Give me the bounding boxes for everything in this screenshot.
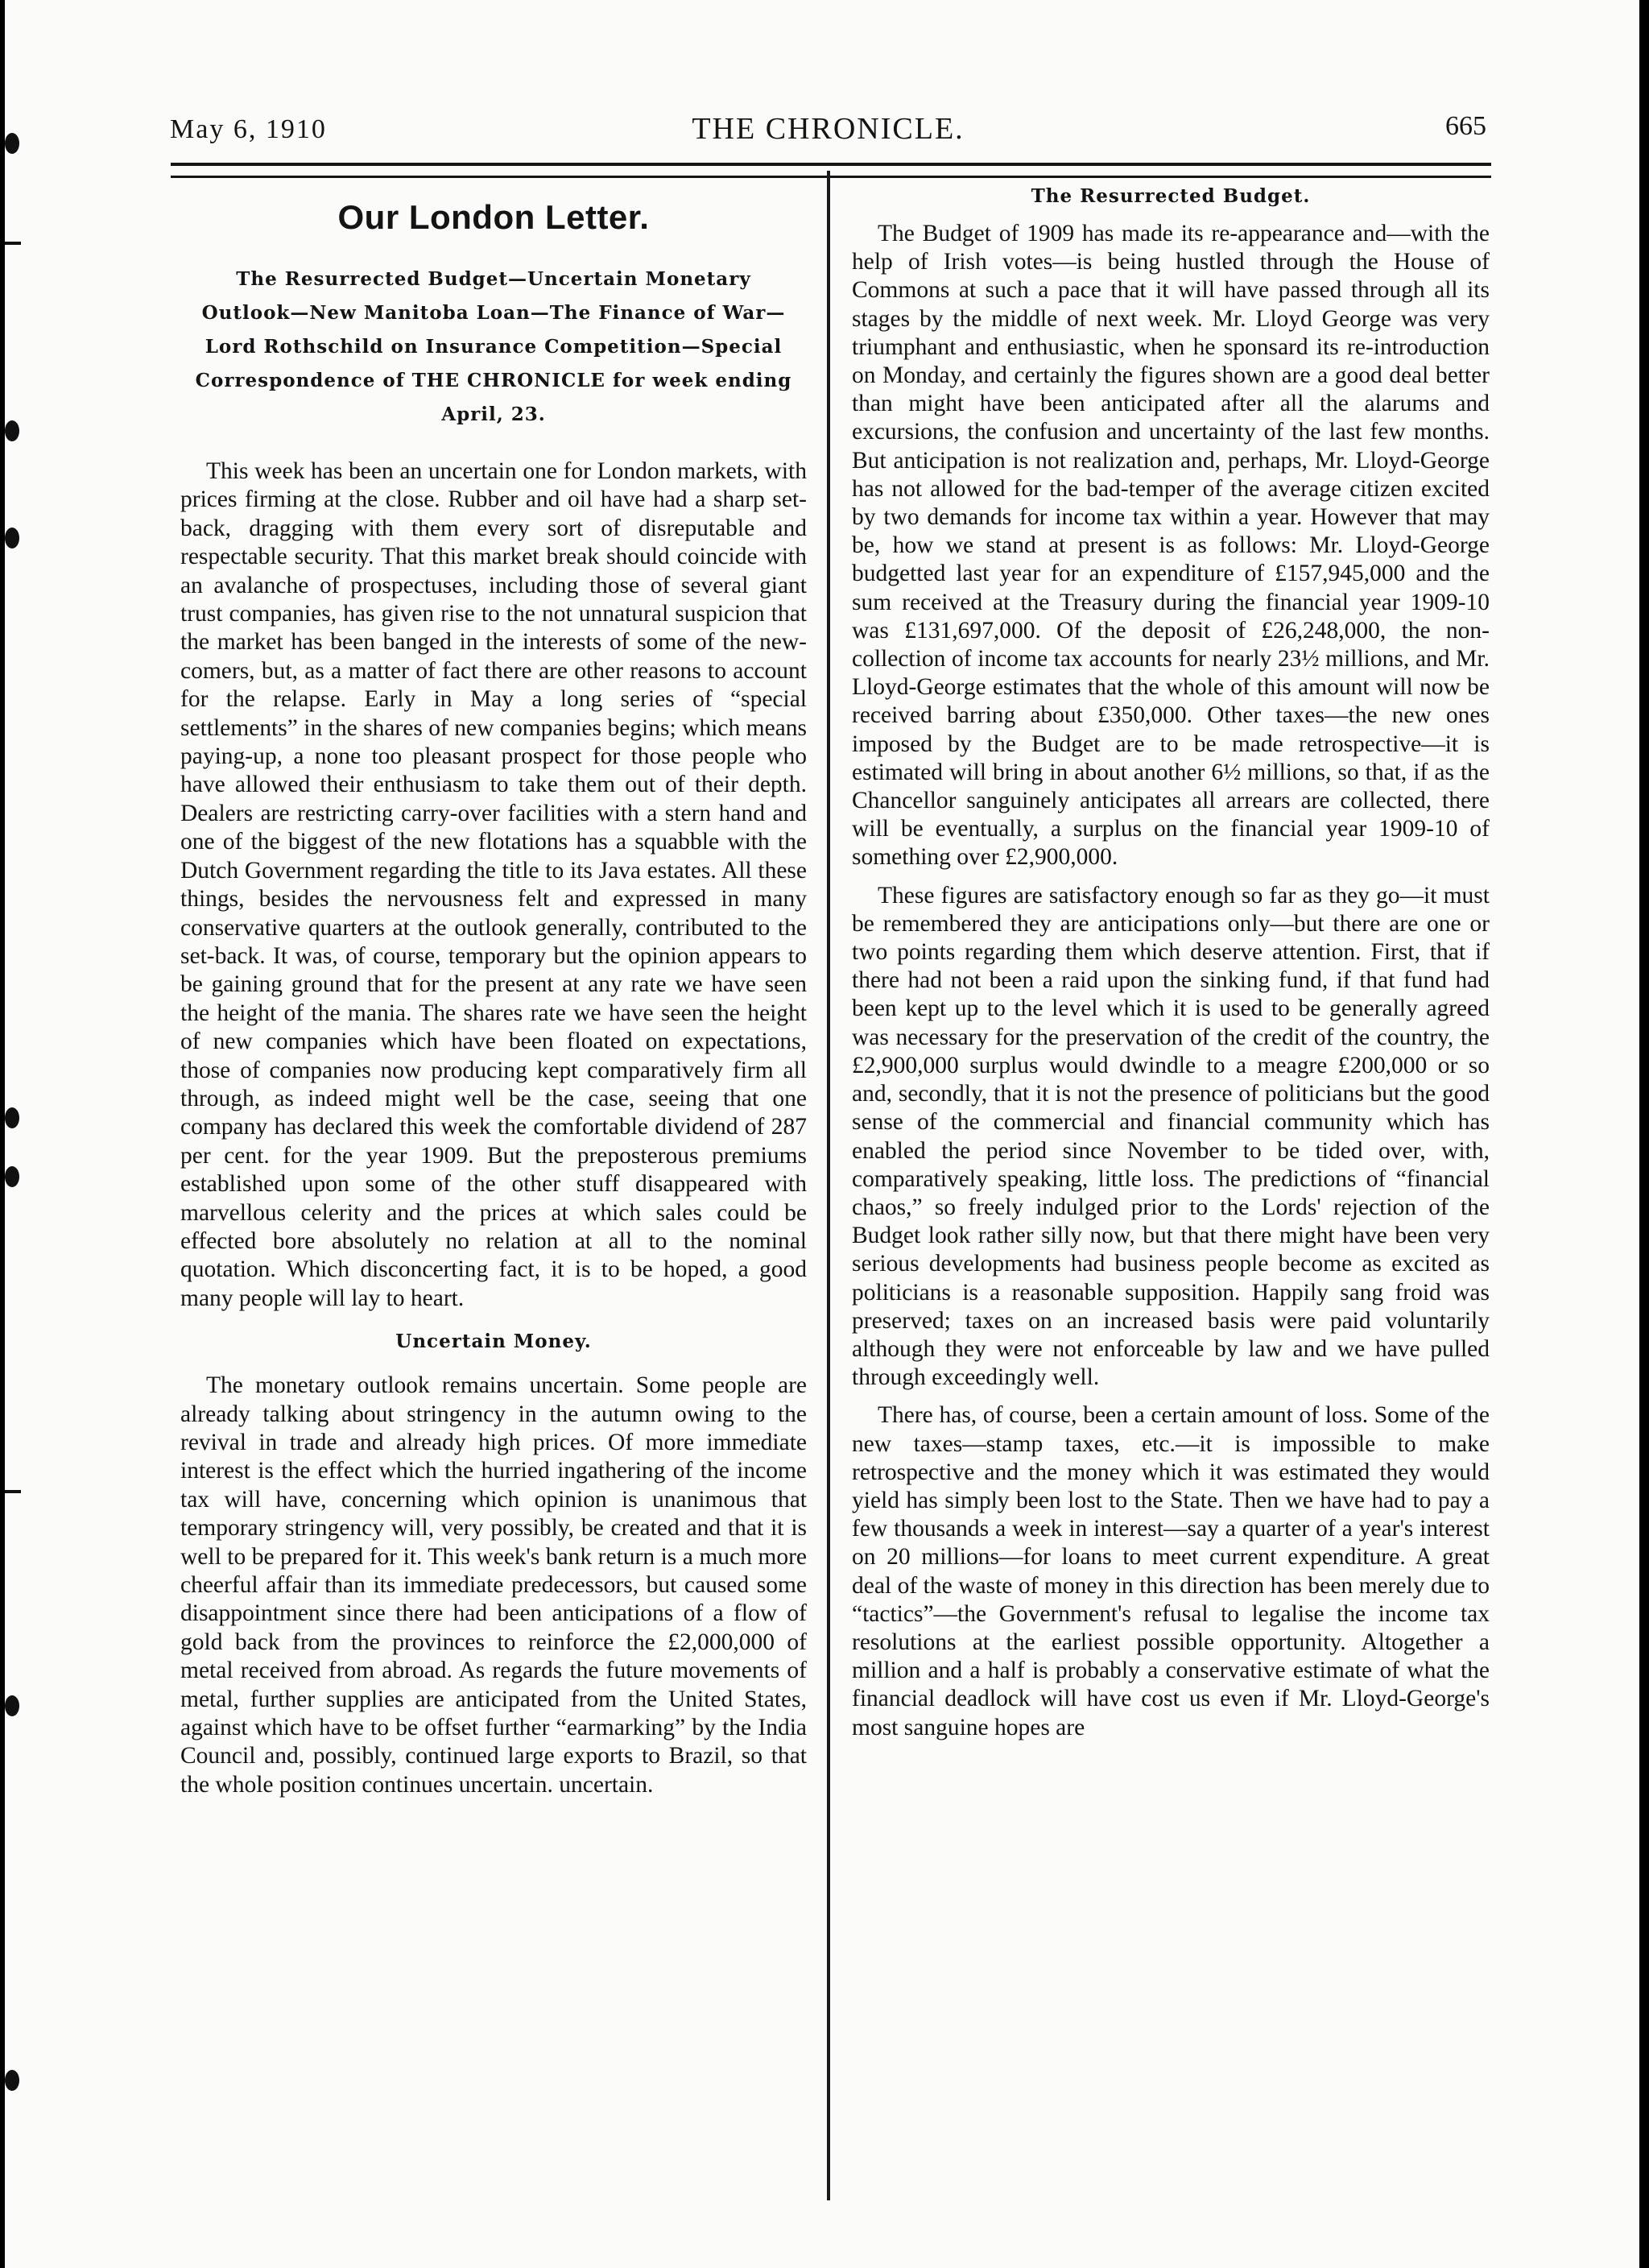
binding-hole [5, 2070, 19, 2091]
article-paragraph: This week has been an uncertain one for London markets, with prices firming at the close. Rubber and oil have had a sharp set-back, dragging with them every sort of disreputable and respectable security. That this market break should coincide with an avalanche of prospectuses, including those of several giant trust companies, has given rise to the not unnatural suspicion that the market has been banged in the interests of some of the new-comers, but, as a matter of fact there are other reasons to account for the relapse. Early in May a long series of “special settlements” in the shares of new companies begins; which means paying-up, a none too pleasant prospect for those people who have allowed their enthusiasm to take them out of their depth. Dealers are restricting carry-over facilities with a stern hand and one of the biggest of the new flotations has a squabble with the Dutch Government regarding the title to its Java estates. All these things, besides the nervousness felt and expressed in many conservative quarters at the outlook generally, contributed to the set-back. It was, of course, temporary but the opinion appears to be gaining ground that for the present at any rate we have seen the height of the mania. The shares rate we have seen the height of new companies which have been floated on expectations, those of companies now producing kept comparatively firm all through, as indeed might well be the case, seeing that one company has declared this week the comfortable dividend of 287 per cent. for the year 1909. But the preposterous premiums established upon some of the other stuff disappeared with marvellous celerity and the prices at which sales could be effected bore absolutely no relation at all to the nominal quotation. Which disconcerting fact, it is to be hoped, a good many people will lay to heart. [180, 458, 807, 1311]
binding-mark [5, 1490, 21, 1493]
section-paragraph: These figures are satisfactory enough so far as they go—it must be remembered they are anticipations only—but there are one or two points regarding them which deserve attention. First, that if there had not been a raid upon the sinking fund, if that fund had been kept up to the level which it is used to be generally agreed was necessary for the preservation of the credit of the country, the £2,900,000 surplus would dwindle to a meagre £200,000 or so and, secondly, that it is not the presence of politicians but the good sense of the commercial and financial community which has enabled the period since November to be tided over, with, comparatively speaking, little loss. The predictions of “financial chaos,” so freely indulged prior to the Lords' rejection of the Budget look rather silly now, but that there might have been very serious developments had business people become as excited as politicians is a reasonable supposition. Happily sang froid was preserved; taxes on an increased basis were paid voluntarily although they were not enforceable by law and we have pulled through exceedingly well. [852, 882, 1490, 1391]
article-subheading: The Resurrected Budget—Uncertain Monetary Outlook—New Manitoba Loan—The Finance of War—Lord Rothschild on Insurance Competition—Special Correspondence of THE CHRONICLE for week ending April, 23. [195, 268, 792, 425]
column-divider [827, 171, 830, 2200]
issue-date: May 6, 1910 [170, 114, 327, 144]
binding-hole [5, 1166, 19, 1187]
right-column [852, 182, 1490, 1752]
section-heading: Uncertain Money. [395, 1331, 592, 1353]
page-number: 665 [1445, 111, 1486, 141]
binding-hole [5, 528, 19, 548]
binding-hole [5, 133, 19, 154]
running-head [170, 106, 1486, 155]
section-paragraph: There has, of course, been a certain amount of loss. Some of the new taxes—stamp taxes, etc.—it is impossible to make retrospective and the money which it was estimated they would yield has simply been lost to the State. Then we have had to pay a few thousands a week in interest—say a quarter of a year's interest on 20 millions—for loans to meet current expenditure. A great deal of the waste of money in this direction has been merely due to “tactics”—the Government's refusal to legalise the income tax resolutions at the earliest possible opportunity. Altogether a million and a half is probably a conservative estimate of what the financial deadlock will have cost us even if Mr. Lloyd-George's most sanguine hopes are [852, 1402, 1490, 1740]
article-title: Our London Letter. [337, 198, 650, 236]
binding-hole [5, 420, 19, 441]
section-paragraph: The monetary outlook remains uncertain. Some people are already talking about stringency in the autumn owing to the revival in trade and already high prices. Of more immediate interest is the effect which the hurried ingathering of the income tax will have, concerning which opinion is unanimous that temporary stringency will, very possibly, be created and that it is well to be prepared for it. This week's bank return is a much more cheerful affair than its immediate predecessors, but caused some disappointment since there had been anticipations of a flow of gold back from the provinces to reinforce the £2,000,000 of metal received from abroad. As regards the future movements of metal, further supplies are anticipated from the United States, against which have to be offset further “earmarking” by the India Council and, possibly, continued large exports to Brazil, so that the whole position continues uncertain. uncertain. [180, 1372, 807, 1798]
section-paragraph: The Budget of 1909 has made its re-appearance and—with the help of Irish votes—is being hustled through the House of Commons at such a pace that it will have passed through all its stages by the middle of next week. Mr. Lloyd George was very triumphant and enthusiastic, when he sponsard its re-introduction on Monday, and certainly the figures shown are a good deal better than might have been anticipated after all the alarums and excursions, the confusion and uncertainty of the last few months. But anticipation is not realization and, perhaps, Mr. Lloyd-George has not allowed for the bad-temper of the average citizen excited by two demands for income tax within a year. However that may be, how we stand at present is as follows: Mr. Lloyd-George budgetted last year for an expenditure of £157,945,000 and the sum received at the Treasury during the financial year 1909-10 was £131,697,000. Of the deposit of £26,248,000, the non-collection of income tax accounts for nearly 23½ millions, and Mr. Lloyd-George estimates that the whole of this amount will now be received barring about £350,000. Other taxes—the new ones imposed by the Budget are to be made retrospective—it is estimated will bring in about another 6½ millions, so that, if as the Chancellor sanguinely anticipates all arrears are collected, there will be eventually, a surplus on the financial year 1909-10 of something over £2,900,000. [852, 221, 1490, 871]
binding-hole [5, 1107, 19, 1128]
left-column [180, 182, 807, 1809]
newspaper-page [5, 0, 1639, 2268]
header-rule [171, 163, 1491, 178]
publication-title: THE CHRONICLE. [692, 112, 965, 146]
binding-hole [5, 1695, 19, 1716]
section-heading: The Resurrected Budget. [1031, 185, 1311, 207]
binding-mark [5, 242, 21, 245]
